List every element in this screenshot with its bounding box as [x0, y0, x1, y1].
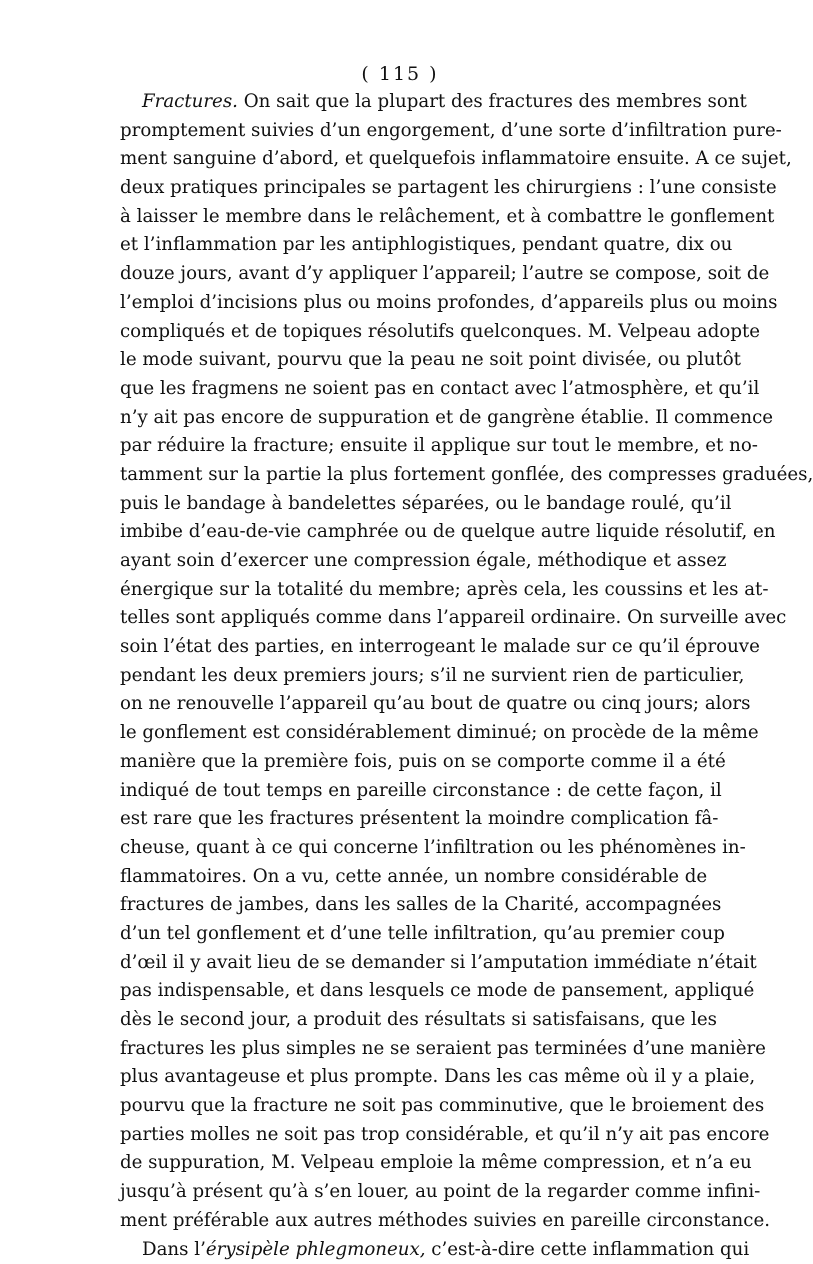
- text-line: le mode suivant, pourvu que la peau ne soit point divisée, ou plutôt: [120, 346, 680, 375]
- text-line: et l’inflammation par les antiphlogistiques, pendant quatre, dix ou: [120, 231, 680, 260]
- text-line: on ne renouvelle l’appareil qu’au bout de quatre ou cinq jours; alors: [120, 690, 680, 719]
- text-line-prefix: Dans l’: [142, 1239, 206, 1260]
- text-line: dès le second jour, a produit des résultats si satisfaisans, que les: [120, 1006, 680, 1035]
- text-line: de suppuration, M. Velpeau emploie la même compression, et n’a eu: [120, 1149, 680, 1178]
- text-line: puis le bandage à bandelettes séparées, ou le bandage roulé, qu’il: [120, 490, 680, 519]
- text-line: pendant les deux premiers jours; s’il ne survient rien de particulier,: [120, 662, 680, 691]
- text-line: est rare que les fractures présentent la moindre complication fâ-: [120, 805, 680, 834]
- text-line-content: On sait que la plupart des fractures des membres sont: [238, 91, 747, 112]
- text-line: douze jours, avant d’y appliquer l’appareil; l’autre se compose, soit de: [120, 260, 680, 289]
- text-line: tamment sur la partie la plus fortement gonflée, des compresses graduées,: [120, 461, 680, 490]
- text-line: cheuse, quant à ce qui concerne l’infiltration ou les phénomènes in-: [120, 834, 680, 863]
- text-line: d’un tel gonflement et d’une telle infiltration, qu’au premier coup: [120, 920, 680, 949]
- text-line: [120, 88, 680, 117]
- text-line: promptement suivies d’un engorgement, d’une sorte d’infiltration pure-: [120, 117, 680, 146]
- text-line: ment sanguine d’abord, et quelquefois inflammatoire ensuite. A ce sujet,: [120, 145, 680, 174]
- text-line: le gonflement est considérablement diminué; on procède de la même: [120, 719, 680, 748]
- text-line: ment préférable aux autres méthodes suivies en pareille circonstance.: [120, 1207, 680, 1236]
- text-line: l’emploi d’incisions plus ou moins profondes, d’appareils plus ou moins: [120, 289, 680, 318]
- text-line: soin l’état des parties, en interrogeant le malade sur ce qu’il éprouve: [120, 633, 680, 662]
- body-text: [120, 88, 680, 1264]
- text-line: parties molles ne soit pas trop considérable, et qu’il n’y ait pas encore: [120, 1121, 680, 1150]
- term-erysipele-phlegmoneux: érysipèle phlegmoneux,: [206, 1239, 426, 1260]
- text-line: plus avantageuse et plus prompte. Dans les cas même où il y a plaie,: [120, 1063, 680, 1092]
- text-line: compliqués et de topiques résolutifs quelconques. M. Velpeau adopte: [120, 318, 680, 347]
- text-line-rest: c’est-à-dire cette inflammation qui: [426, 1239, 750, 1260]
- text-line: pas indispensable, et dans lesquels ce mode de pansement, appliqué: [120, 977, 680, 1006]
- text-line: par réduire la fracture; ensuite il applique sur tout le membre, et no-: [120, 432, 680, 461]
- text-line: indiqué de tout temps en pareille circonstance : de cette façon, il: [120, 777, 680, 806]
- text-line: fractures de jambes, dans les salles de la Charité, accompagnées: [120, 891, 680, 920]
- text-line: que les fragmens ne soient pas en contact avec l’atmosphère, et qu’il: [120, 375, 680, 404]
- text-line: à laisser le membre dans le relâchement, et à combattre le gonflement: [120, 203, 680, 232]
- text-line: n’y ait pas encore de suppuration et de gangrène établie. Il commence: [120, 404, 680, 433]
- paragraph-erysipele: [120, 1236, 680, 1264]
- text-line: d’œil il y avait lieu de se demander si l’amputation immédiate n’était: [120, 949, 680, 978]
- text-line: manière que la première fois, puis on se comporte comme il a été: [120, 748, 680, 777]
- text-line: ayant soin d’exercer une compression égale, méthodique et assez: [120, 547, 680, 576]
- text-line: fractures les plus simples ne se seraient pas terminées d’une manière: [120, 1035, 680, 1064]
- text-line: deux pratiques principales se partagent les chirurgiens : l’une consiste: [120, 174, 680, 203]
- paragraph-fractures: [120, 88, 680, 1236]
- text-line: jusqu’à présent qu’à s’en louer, au point de la regarder comme infini-: [120, 1178, 680, 1207]
- text-line: pourvu que la fracture ne soit pas comminutive, que le broiement des: [120, 1092, 680, 1121]
- text-line: [120, 1236, 680, 1264]
- page-number: ( 115 ): [0, 63, 800, 85]
- text-line: flammatoires. On a vu, cette année, un nombre considérable de: [120, 863, 680, 892]
- text-line: telles sont appliqués comme dans l’appareil ordinaire. On surveille avec: [120, 604, 680, 633]
- section-lead-fractures: Fractures.: [142, 91, 238, 112]
- text-line: énergique sur la totalité du membre; après cela, les coussins et les at-: [120, 576, 680, 605]
- text-line: imbibe d’eau-de-vie camphrée ou de quelque autre liquide résolutif, en: [120, 518, 680, 547]
